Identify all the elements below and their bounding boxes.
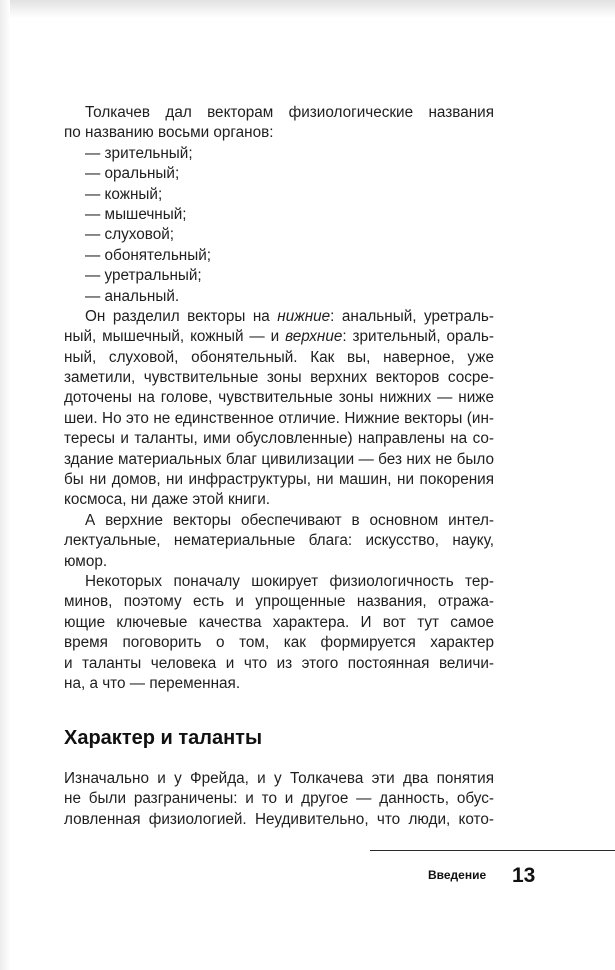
page-top-shadow xyxy=(0,0,615,18)
physiology-paragraph-line: минов, поэтому есть и упрощенные названия, отража- xyxy=(64,593,494,611)
footer-rule xyxy=(370,850,615,851)
division-line: шеи. Но это не единственное отличие. Нижние векторы (ин- xyxy=(64,409,494,427)
page-number: 13 xyxy=(512,864,536,887)
body-text xyxy=(64,103,494,694)
organ-list-item: — мышечный; xyxy=(85,205,187,223)
organ-list-item: — зрительный; xyxy=(85,144,193,162)
page-left-shadow xyxy=(0,0,10,970)
division-line: здание материальных благ цивилизации — без них не было xyxy=(64,450,494,468)
organ-list xyxy=(64,144,494,307)
physiology-paragraph-line: ющие ключевые качества характера. И вот тут самое xyxy=(64,613,494,631)
section-line: не были разграничены: и то и другое — данность, обус- xyxy=(64,790,494,808)
division-line-1-start: Он разделил векторы на xyxy=(85,307,278,325)
intro-line-2: по названию восьми органов: xyxy=(64,124,274,142)
division-line-1-end: : анальный, уретраль- xyxy=(330,307,494,325)
organ-list-item: — анальный. xyxy=(85,287,180,305)
division-line-2-start: ный, мышечный, кожный — и xyxy=(64,328,286,346)
section-heading: Характер и таланты xyxy=(64,727,263,749)
footer-chapter-label: Введение xyxy=(428,868,487,882)
physiology-paragraph-line: время поговорить о том, как формируется характер xyxy=(64,634,494,652)
section-line: ловленная физиологией. Неудивительно, что люди, кото- xyxy=(64,810,494,828)
organ-list-item: — слуховой; xyxy=(85,226,175,244)
upper-paragraph-line: А верхние векторы обеспечивают в основном интел- xyxy=(85,511,494,529)
upper-vectors-term: верхние xyxy=(285,328,343,346)
lower-vectors-term: нижние xyxy=(277,307,331,325)
division-line-2-end: : зрительный, ораль- xyxy=(342,328,494,346)
section-text xyxy=(64,769,494,830)
division-line: доточены на голове, чувствительные зоны нижних — ниже xyxy=(64,389,494,407)
physiology-paragraph-line: и таланты человека и что из этого постоянная величи- xyxy=(64,654,494,672)
section-line: Изначально и у Фрейда, и у Толкачева эти два понятия xyxy=(64,770,494,787)
division-line: ный, слуховой, обонятельный. Как вы, наверное, уже xyxy=(64,348,494,366)
organ-list-item: — уретральный; xyxy=(85,267,202,285)
organ-list-item: — кожный; xyxy=(85,185,163,203)
division-line-2 xyxy=(64,327,494,347)
organ-list-item: — оральный; xyxy=(85,165,180,183)
division-line-1 xyxy=(64,307,494,327)
upper-paragraph-line: юмор. xyxy=(64,552,108,570)
upper-paragraph-line: лектуальные, нематериальные блага: искусство, науку, xyxy=(64,532,494,550)
intro-line-1: Толкачев дал векторам физиологические названия xyxy=(85,104,494,121)
physiology-paragraph-line: на, а что — переменная. xyxy=(64,674,241,692)
division-line: бы ни домов, ни инфраструктуры, ни машин, ни покорения xyxy=(64,471,494,489)
division-line: тересы и таланты, ими обусловленные) направлены на со- xyxy=(64,430,494,448)
division-line: космоса, ни даже этой книги. xyxy=(64,491,271,509)
organ-list-item: — обонятельный; xyxy=(85,246,212,264)
physiology-paragraph-line: Некоторых поначалу шокирует физиологичность тер- xyxy=(85,572,494,590)
division-line: заметили, чувствительные зоны верхних векторов сосре- xyxy=(64,369,494,387)
